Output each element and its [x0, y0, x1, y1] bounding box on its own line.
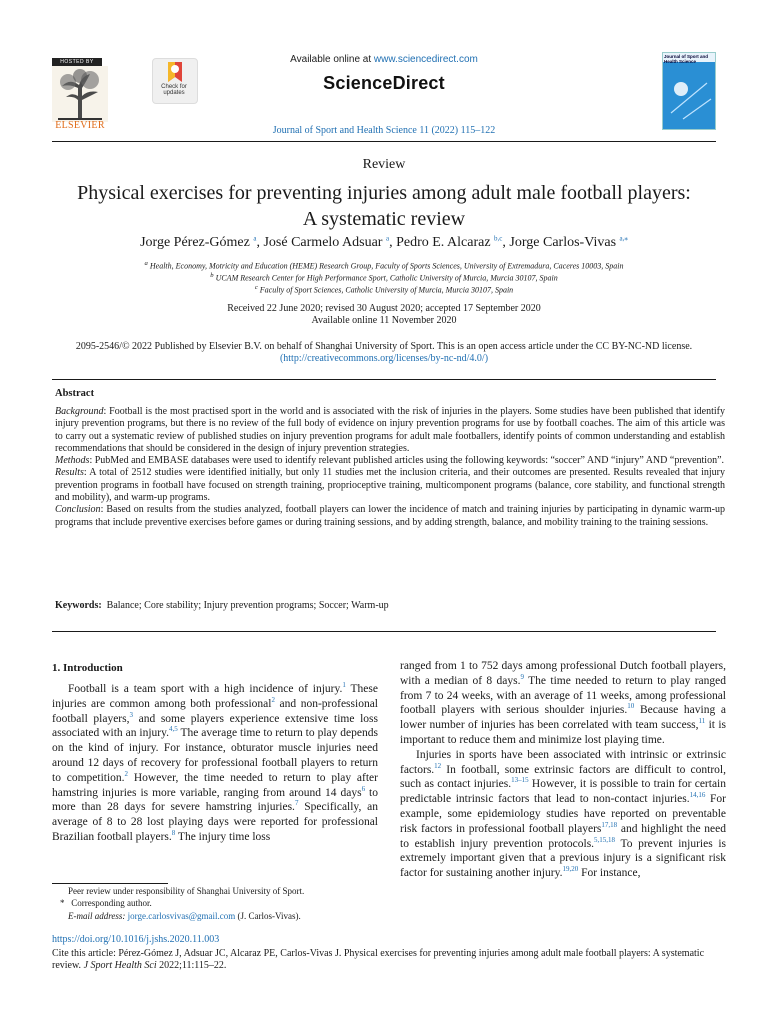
body-paragraph	[400, 659, 726, 748]
section-text: : PubMed and EMBASE databases were used to identify relevant published articles using the following keywords: “soccer” AND “injury” AND “prevention”.	[89, 455, 725, 467]
body-text: For instance,	[578, 867, 641, 880]
citation-ref[interactable]: 14,16	[689, 791, 706, 800]
online-date: Available online 11 November 2020	[311, 315, 457, 326]
email-owner: (J. Carlos-Vivas).	[237, 911, 301, 921]
body-text: The injury time loss	[175, 830, 271, 843]
abstract-conclusion	[55, 504, 725, 529]
sciencedirect-brand: ScienceDirect	[323, 73, 445, 93]
abstract-methods	[55, 455, 725, 467]
citation-journal: J Sport Health Sci	[83, 960, 157, 971]
citation-ref[interactable]: 3	[129, 710, 133, 719]
cover-title: Journal of Sport and Health Science	[664, 54, 709, 64]
citation-ref[interactable]: 7	[294, 799, 299, 808]
author-affil-mark: a	[253, 234, 257, 243]
body-paragraph	[52, 682, 378, 845]
affiliation	[0, 284, 768, 295]
license-link	[0, 353, 768, 364]
section-text: : Football is the most practised sport in the world and is associated with the risk of injuries in the players. Some studies have been published that identify injury prevention programs, but there is no review of the full body of evidence on injury prevention programs for use by football coaches. The aim of this article was to carry out a systematic review of published studies on injury prevention programs for adult male footballers, identify points of common understanding and establish recommendations that should be considered in the design of injury prevention strategies.	[55, 406, 725, 454]
affiliation	[0, 272, 768, 283]
body-text: and highlight the need to establish injury prevention protocols.	[400, 822, 726, 850]
affiliation-mark: c	[254, 284, 258, 291]
author-name[interactable]: Jorge Carlos-Vivas	[509, 235, 617, 250]
affiliation	[0, 260, 768, 271]
license-url[interactable]: (http://creativecommons.org/licenses/by-nc-nd/4.0/)	[279, 353, 489, 364]
citation-ref[interactable]: 10	[627, 702, 635, 711]
body-text: to more than 28 days for severe hamstring injuries.	[52, 786, 378, 814]
journal-reference[interactable]: Journal of Sport and Health Science 11 (2022) 115–122	[272, 125, 496, 136]
body-text: ranged from 1 to 752 days among professional Dutch football players, with a median of 8 days.	[400, 660, 726, 687]
body-text: it is important to reduce them and minimize lost playing time.	[400, 719, 726, 746]
elsevier-wordmark: ELSEVIER	[55, 120, 105, 131]
corresponding-text: Corresponding author.	[71, 898, 152, 908]
citation-tail: 2022;11:115–22.	[156, 960, 227, 971]
keywords-list: Balance; Core stability; Injury prevention programs; Soccer; Warm-up	[106, 600, 389, 611]
cover-artwork-icon	[663, 53, 715, 129]
corresponding-mark: *	[60, 898, 65, 908]
citation-text: Cite this article: Pérez-Gómez J, Adsuar JC, Alcaraz PE, Carlos-Vivas J. Physical exercises for preventing injuries among adult male football players: A systematic review.	[52, 948, 705, 971]
abstract-results	[55, 467, 725, 504]
body-text: and non-professional football players,	[52, 697, 378, 725]
body-text: The average time to return to play depends on the kind of injury. For instance, obturator muscle injuries need around 12 days of recovery for professional football players to return to competition.	[52, 727, 378, 784]
section-label: Conclusion	[55, 504, 101, 516]
body-text: To prevent injuries is extremely important given that a previous injury is a significant risk factor for sustaining another injury.	[400, 837, 726, 880]
author-affil-mark: a	[385, 234, 390, 243]
email-label: E-mail address:	[68, 911, 126, 921]
body-text: However, the time needed to return to play after hamstring injuries is more variable, ranging from around 14 days	[52, 771, 378, 799]
abstract-heading: Abstract	[55, 388, 95, 399]
check-for-updates-label: Check for updates	[161, 84, 187, 96]
article-type: Review	[362, 157, 406, 172]
section-label: Background	[55, 406, 104, 417]
footnote-divider	[52, 883, 168, 884]
body-text: Injuries in sports have been associated with intrinsic or extrinsic factors.	[400, 748, 726, 776]
citation-ref[interactable]: 2	[271, 695, 275, 704]
citation-ref[interactable]: 2	[124, 769, 129, 778]
email-link[interactable]: jorge.carlosvivas@gmail.com	[127, 911, 236, 921]
author-affil-mark: b,c	[494, 234, 503, 243]
peer-review-note: Peer review under responsibility of Shanghai University of Sport.	[68, 886, 305, 896]
citation-ref[interactable]: 6	[361, 784, 366, 793]
citation-ref[interactable]: 9	[520, 672, 524, 681]
affiliation-mark: b	[210, 272, 214, 279]
citation-ref[interactable]: 17,18	[601, 820, 618, 829]
abstract-top-divider	[52, 379, 716, 380]
body-text: Football is a team sport with a high incidence of injury.	[68, 683, 343, 695]
article-title	[40, 180, 728, 232]
keywords	[55, 600, 715, 611]
available-prefix: Available online at	[290, 54, 374, 65]
abstract-body	[55, 406, 725, 529]
body-text: Because having a lower number of injuries has been correlated with team success,	[400, 704, 726, 732]
body-text: In football, some extrinsic factors are difficult to control, such as contact injuries.	[400, 763, 726, 791]
body-text: Specifically, an average of 8 to 28 lost playing days were reported for professional Brazilian football players.	[52, 801, 378, 843]
citation-ref[interactable]: 4,5	[169, 725, 178, 734]
body-paragraph	[400, 748, 726, 881]
citation-ref[interactable]: 11	[698, 717, 706, 726]
author-affil-mark: a,⁎	[619, 234, 628, 243]
abstract-background	[55, 406, 725, 455]
title-line-1: Physical exercises for preventing injuries among adult male football players:	[77, 182, 691, 204]
section-label: Results	[55, 467, 84, 479]
affiliation-text: Faculty of Sport Sciences, Catholic University of Murcia, Murcia 30107, Spain	[259, 285, 514, 295]
citation-ref[interactable]: 5,15,18	[594, 835, 616, 844]
citation-ref[interactable]: 8	[171, 829, 176, 838]
author-name[interactable]: José Carmelo Adsuar	[263, 235, 383, 250]
corresponding-note	[60, 898, 386, 908]
citation	[52, 948, 722, 972]
keywords-label: Keywords:	[55, 600, 102, 611]
section-text: : A total of 2512 studies were identified initially, but only 11 studies met the inclusion criteria, and their outcomes are presented. Results revealed that injury prevention programs in football have focused on strength training, proprioceptive training, multicomponent programs (balance, core stability, and functional strength and mobility), and warm-up programs.	[55, 467, 725, 504]
affiliation-mark: a	[144, 260, 148, 267]
available-online	[0, 54, 768, 65]
doi-link[interactable]: https://doi.org/10.1016/j.jshs.2020.11.003	[52, 934, 220, 945]
body-text: However, it is possible to train for certain predictable intrinsic factors that lead to non-contact injuries.	[400, 778, 727, 806]
citation-ref[interactable]: 13–15	[511, 776, 529, 785]
license-statement: 2095-2546/© 2022 Published by Elsevier B.V. on behalf of Shanghai University of Sport. This is an open access article under the CC BY-NC-ND license.	[75, 341, 693, 352]
citation-ref[interactable]: 19,20	[562, 865, 579, 874]
history-dates: Received 22 June 2020; revised 30 August 2020; accepted 17 September 2020	[227, 303, 541, 314]
author-name[interactable]: Pedro E. Alcaraz	[396, 235, 491, 250]
section-text: : Based on results from the studies analyzed, football players can lower the incidence of match and training injuries by participating in dynamic warm-up programs that include preventive exercises before games or during training sessions, and by adding strength, balance, and mobility training to the training sessions.	[55, 504, 725, 528]
author-list: Jorge Pérez-Gómez $^a$, José Carmelo Adsuar $^a$, Pedro E. Alcaraz $^{b,c}$, Jorge Carlos-Vivas $^{a,⁎}$	[140, 234, 628, 250]
sciencedirect-link[interactable]: www.sciencedirect.com	[373, 54, 478, 65]
body-text: For example, some epidemiology studies have reported on preventable risk factors in professional football players	[400, 793, 726, 835]
hosted-by-badge: HOSTED BY	[52, 58, 102, 66]
section-label: Methods	[55, 455, 90, 467]
section-heading-introduction: 1. Introduction	[52, 662, 123, 674]
abstract-bottom-divider	[52, 631, 716, 632]
affiliation-text: Health, Economy, Motricity and Education (HEME) Research Group, Faculty of Sports Sciences, University of Extremadura, Caceres 10003, Spain	[149, 261, 624, 271]
title-line-2: A systematic review	[302, 208, 466, 230]
citation-ref[interactable]: 1	[342, 681, 346, 690]
author-name[interactable]: Jorge Pérez-Gómez	[140, 235, 250, 250]
body-text: These injuries are common among both professional	[52, 683, 378, 710]
body-text: and some players experience extensive time loss associated with an injury.	[52, 712, 378, 740]
header-divider	[52, 141, 716, 142]
citation-ref[interactable]: 12	[434, 761, 442, 770]
body-text: The time needed to return to play ranged from 7 to 24 weeks, with an average of 11 weeks, among professional football players with serious shoulder injuries.	[400, 674, 727, 717]
body-column-right	[400, 659, 726, 881]
body-column-left	[52, 682, 378, 845]
email-note	[68, 911, 394, 921]
affiliation-text: UCAM Research Center for High Performance Sport, Catholic University of Murcia, Murcia 30107, Spain	[215, 273, 558, 283]
